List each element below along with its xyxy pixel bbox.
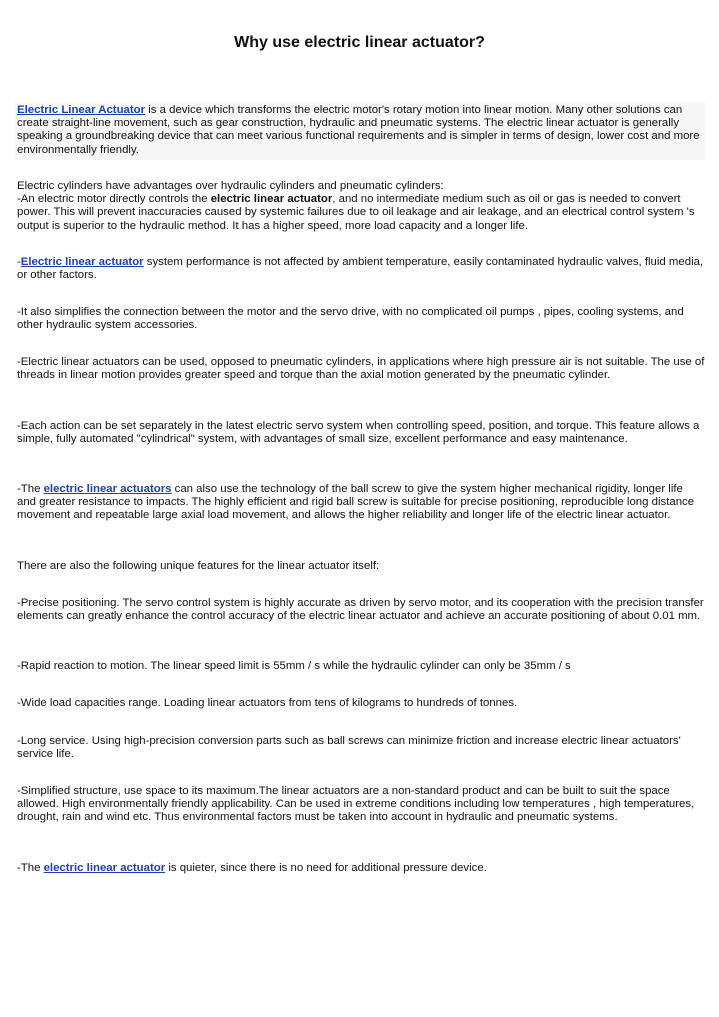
simplifies-paragraph: -It also simplifies the connection between the motor and the servo drive, with no complicated oil pumps , pipes, cooling systems, and other hydraulic system accessories. [17, 306, 684, 332]
advantages-text-post: , and no intermediate medium such as oil or gas is needed to convert power. This will prevent inaccuracies caused by systemic failures due to oil leakage and air leakage, and an electrical control system 's output is superior to the hydraulic method. It has a higher speed, more load capacity and a longer life. [17, 193, 695, 232]
advantages-paragraph [17, 180, 705, 233]
wide-load-paragraph: -Wide load capacities range. Loading linear actuators from tens of kilograms to hundreds of tonnes. [17, 697, 518, 709]
electric-linear-actuator-link[interactable]: Electric Linear Actuator [17, 104, 146, 116]
temperature-paragraph [17, 256, 705, 282]
advantages-heading: Electric cylinders have advantages over hydraulic cylinders and pneumatic cylinders: [17, 180, 444, 192]
electric-linear-actuator-link-2[interactable]: Electric linear actuator [20, 256, 144, 268]
quieter-paragraph [17, 862, 705, 875]
rapid-reaction-paragraph: -Rapid reaction to motion. The linear speed limit is 55mm / s while the hydraulic cylinder can only be 35mm / s [17, 660, 571, 672]
ballscrew-text-pre: -The [17, 483, 44, 495]
intro-paragraph [15, 102, 705, 160]
unique-features-paragraph: There are also the following unique features for the linear actuator itself: [17, 560, 380, 572]
advantages-bold-term: electric linear actuator [210, 193, 333, 206]
electric-linear-actuators-link[interactable]: electric linear actuators [43, 483, 172, 495]
simplified-structure-paragraph: -Simplified structure, use space to its maximum.The linear actuators are a non-standard product and can be built to suit the space allowed. High environmentally friendly applicability. Can be used in extreme conditions including low temperatures , high temperatures, drought, rain and wind etc. Thus environmental factors must be taken into account in hydraulic and pneumatic systems. [17, 785, 695, 824]
pneumatic-paragraph: -Electric linear actuators can be used, opposed to pneumatic cylinders, in applications where high pressure air is not suitable. The use of threads in linear motion provides greater speed and torque than the axial motion generated by the pneumatic cylinder. [17, 356, 705, 382]
servo-paragraph: -Each action can be set separately in the latest electric servo system when controlling speed, position, and torque. This feature allows a simple, fully automated "cylindrical" system, with advantages of small size, excellent performance and easy maintenance. [17, 420, 700, 446]
ballscrew-paragraph [17, 483, 705, 523]
temperature-text: system performance is not affected by ambient temperature, easily contaminated hydraulic valves, fluid media, or other factors. [17, 256, 704, 282]
advantages-text-pre: -An electric motor directly controls the [17, 193, 211, 206]
quieter-text-pre: -The [17, 862, 44, 874]
intro-text: is a device which transforms the electric motor's rotary motion into linear motion. Many other solutions can create straight-line movement, such as gear construction, hydraulic and pneumatic systems. The electric linear actuator is generally speaking a groundbreaking device that can meet various functional requirements and is simpler in terms of design, lower cost and more environmentally friendly. [17, 104, 700, 156]
ballscrew-text-post: can also use the technology of the ball screw to give the system higher mechanical rigidity, longer life and greater resistance to impacts. The highly efficient and rigid ball screw is suitable for precise positioning, reproducible long distance movement and repeatable large axial load movement, and allows the higher reliability and longer life of the electric linear actuator. [17, 483, 695, 522]
page-title: Why use electric linear actuator? [234, 34, 485, 51]
quieter-text-post: is quieter, since there is no need for additional pressure device. [165, 862, 487, 874]
electric-linear-actuator-link-3[interactable]: electric linear actuator [43, 862, 166, 874]
temperature-dash: - [17, 256, 21, 268]
long-service-paragraph: -Long service. Using high-precision conversion parts such as ball screws can minimize friction and increase electric linear actuators' service life. [17, 735, 681, 761]
precise-positioning-paragraph: -Precise positioning. The servo control system is highly accurate as driven by servo motor, and its cooperation with the precision transfer elements can greatly enhance the control accuracy of the electric linear actuator and achieve an accurate positioning of about 0.01 mm. [17, 597, 704, 623]
